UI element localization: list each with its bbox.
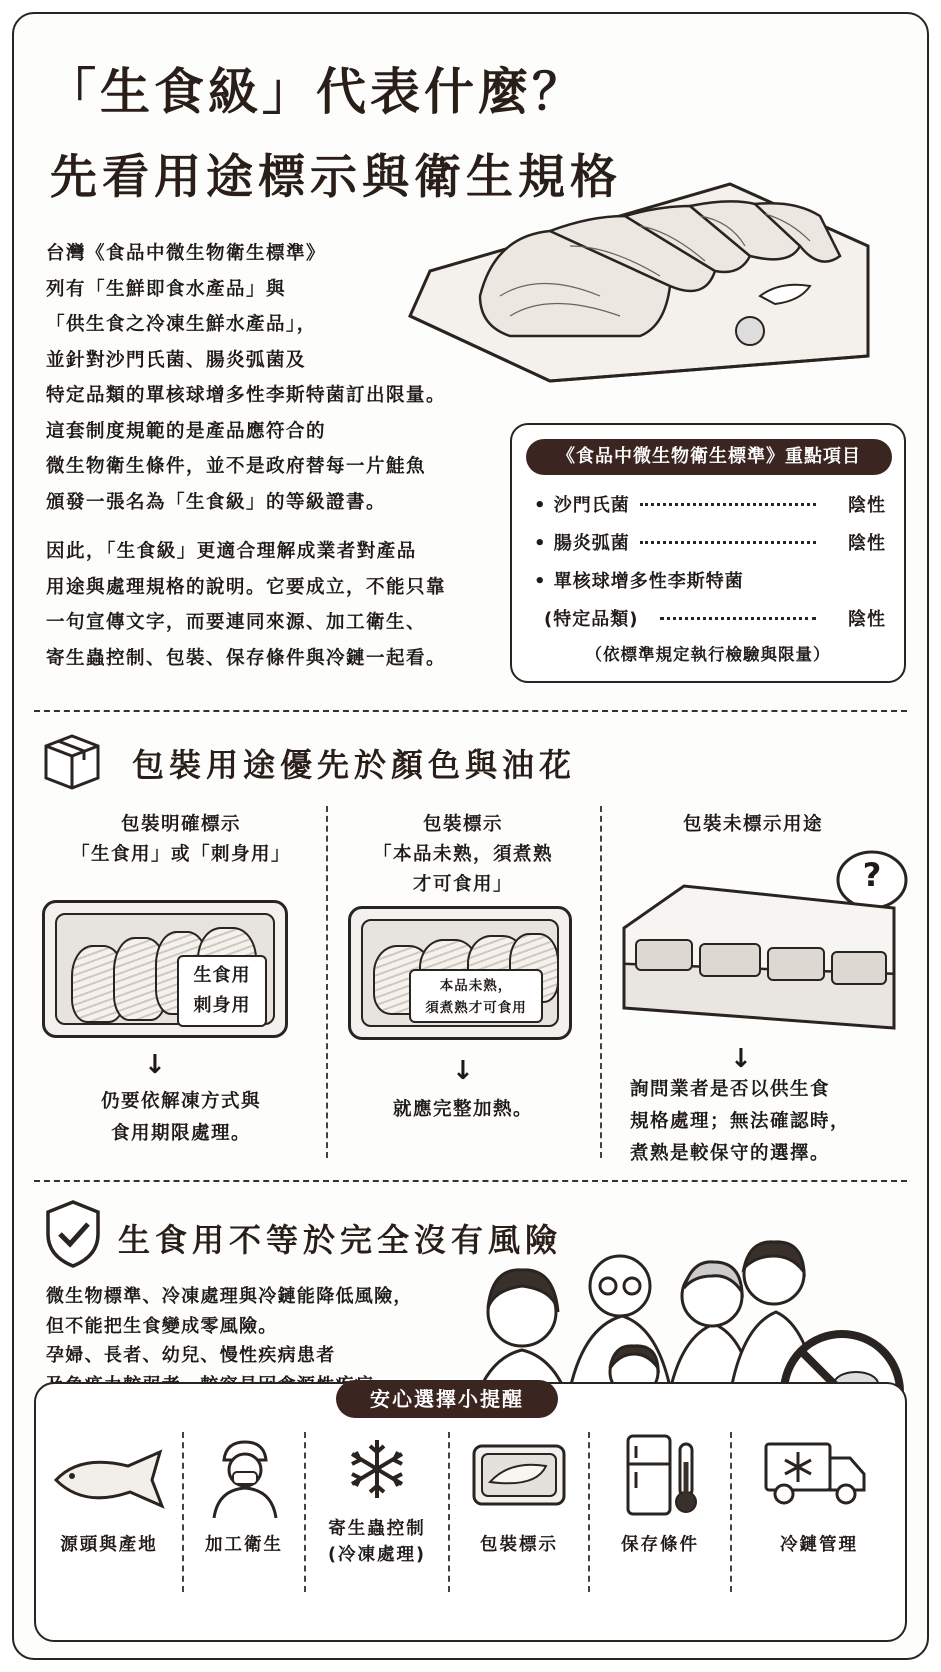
tip-parasite: 寄生蟲控制 (冷凍處理): [306, 1424, 448, 1604]
intro-line: 寄生蟲控制、包裝、保存條件與冷鏈一起看。: [46, 647, 447, 669]
tips-box: [34, 1382, 907, 1642]
tip-hygiene: 加工衛生: [184, 1424, 304, 1604]
display-case-illustration: [614, 878, 904, 1034]
page-title: 「生食級」代表什麼？: [46, 63, 586, 121]
intro-line: 台灣《食品中微生物衛生標準》: [46, 243, 327, 264]
risk-heading: 生食用不等於完全沒有風險: [118, 1221, 563, 1259]
dot-leader: [640, 541, 816, 544]
dot-leader: [640, 503, 816, 506]
cook-tray-illustration: [348, 906, 572, 1040]
package-tray-icon: [470, 1442, 568, 1508]
sashimi-tray-illustration: [42, 900, 288, 1038]
cook-label: 本品未熟， 須煮熟才可食用: [409, 969, 543, 1023]
column-1-heading: [36, 810, 326, 870]
tip-origin: 源頭與產地: [36, 1424, 182, 1604]
tip-coldchain: 冷鏈管理: [732, 1424, 906, 1604]
intro-line: 這套制度規範的是產品應符合的: [46, 420, 327, 442]
column-3-text: 詢問業者是否以供生食 規格處理；無法確認時， 煮熟是較保守的選擇。: [630, 1079, 851, 1164]
arrow-down-icon: ↓: [730, 1044, 752, 1074]
section-divider: [34, 710, 907, 712]
tips-heading: 安心選擇小提醒: [336, 1380, 558, 1418]
packaging-heading: 包裝用途優先於顏色與油花: [132, 746, 577, 784]
intro-line: 因此，「生食級」更適合理解成業者對產品: [46, 541, 417, 562]
section-divider: [34, 1180, 907, 1182]
tip-storage: 保存條件: [590, 1424, 730, 1604]
intro-line: 微生物衛生條件，並不是政府替每一片鮭魚: [46, 456, 427, 477]
column-2-heading: 包裝標示 「本品未熟，須煮熟 才可食用」: [372, 814, 553, 895]
column-3-heading: 包裝未標示用途: [682, 814, 823, 835]
shield-check-icon: [42, 1198, 104, 1270]
key-items-box: [510, 423, 906, 683]
sashimi-label: 生食用 刺身用: [177, 955, 267, 1027]
snowflake-icon: [346, 1438, 408, 1500]
heading-line: 「生食用」或「刺身用」: [70, 844, 291, 865]
key-item-name: • 單核球增多性李斯特菌: [534, 571, 744, 592]
worker-icon: [210, 1438, 280, 1518]
key-item-name: • 腸炎弧菌: [534, 533, 630, 554]
key-item-name: • 沙門氏菌: [534, 495, 630, 516]
risk-text: 微生物標準、冷凍處理與冷鏈能降低風險， 但不能把生食變成零風險。 孕婦、長者、幼兒、慢性疾病患者: [46, 1286, 413, 1366]
heading-line: 包裝明確標示: [120, 814, 241, 835]
intro-text: [46, 236, 486, 676]
column-2-text: 就應完整加熱。: [392, 1099, 533, 1120]
question-mark: ?: [862, 856, 882, 894]
dot-leader: [660, 617, 816, 620]
intro-line: 一句宣傳文字，而要連同來源、加工衛生、: [46, 612, 427, 633]
column-separator: [600, 806, 602, 1158]
fish-icon: [50, 1446, 170, 1516]
arrow-down-icon: ↓: [452, 1056, 474, 1086]
intro-line: 頒發一張名為「生食級」的等級證書。: [46, 491, 387, 513]
key-item-result: 陰性: [848, 609, 886, 630]
fridge-thermometer-icon: [624, 1432, 700, 1518]
key-items-heading: 《食品中微生物衛生標準》重點項目: [526, 439, 892, 475]
intro-line: 列有「生鮮即食水產品」與: [46, 278, 287, 300]
arrow-down-icon: ↓: [144, 1050, 166, 1080]
key-item-result: 陰性: [848, 533, 886, 554]
intro-line: 用途與處理規格的說明。它要成立，不能只靠: [46, 576, 447, 598]
tip-label: 包裝標示: [450, 1424, 588, 1604]
refrigerated-truck-icon: [762, 1438, 868, 1510]
intro-line: 特定品類的單核球增多性李斯特菌訂出限量。: [46, 385, 447, 406]
page-subtitle: 先看用途標示與衛生規格: [50, 150, 622, 205]
column-1-text: 仍要依解凍方式與 食用期限處理。: [100, 1091, 261, 1144]
key-items-note: （依標準規定執行檢驗與限量）: [585, 645, 831, 664]
key-item-result: 陰性: [848, 495, 886, 516]
key-item-name-qualifier: (特定品類): [544, 609, 639, 630]
intro-line: 並針對沙門氏菌、腸炎弧菌及: [46, 349, 307, 371]
intro-line: 「供生食之冷凍生鮮水產品」，: [46, 314, 317, 335]
package-box-icon: [40, 728, 104, 792]
